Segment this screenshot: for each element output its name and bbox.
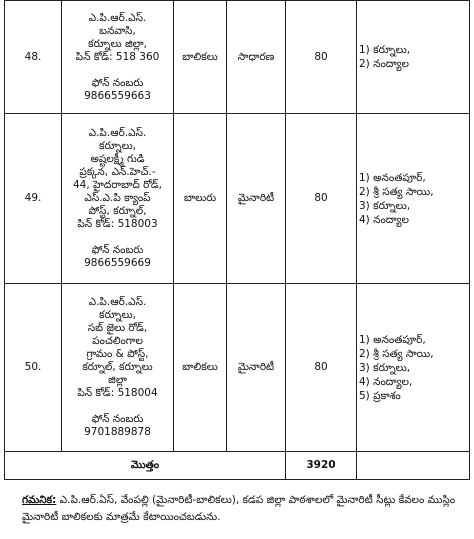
table-row	[5, 284, 470, 452]
spacer	[64, 231, 171, 244]
serial-number-cell: 49.	[5, 114, 62, 284]
phone-number: 9866559663	[84, 89, 151, 102]
total-label: మొత్తం	[5, 452, 286, 480]
address-line: ఎ.పి.ఆర్.ఎస్.	[88, 11, 147, 24]
district-item: 2) శ్రీ సత్య సాయి,	[359, 185, 434, 198]
category-cell: మైనారిటీ	[227, 284, 286, 452]
districts-list	[359, 43, 467, 71]
footnote-text: ఎ.పి.ఆర్.ఏస్, వేంపల్లి (మైనారిటీ-బాలికలు), కడప జిల్లా పాఠశాలలో మైనారిటీ సీట్లు కేవలం ముస్లిం మైనారిటీ బాలికలకు మాత్రమే కేటాయించబడును.	[22, 494, 456, 523]
address-line: కర్నూల్, కర్నూలు	[82, 361, 153, 373]
address-line: అష్టలక్ష్మీ గుడి	[90, 153, 145, 165]
serial-number-cell: 50.	[5, 284, 62, 452]
address-line: 44, హైదరాబాద్ రోడ్,	[73, 179, 162, 191]
address-line: పంచలింగాల	[92, 335, 143, 347]
address-line: పిన్ కోడ్: 518004	[77, 387, 158, 399]
seats-cell: 80	[286, 284, 357, 452]
total-empty-cell	[357, 452, 470, 480]
address-line: పోస్ట్, కర్నూల్,	[88, 205, 147, 217]
total-value: 3920	[286, 452, 357, 480]
address-line: కర్నూలు,	[99, 140, 136, 152]
districts-cell	[357, 114, 470, 284]
address-line: ప్రక్కన, ఎన్.హెచ్.-	[79, 166, 156, 178]
school-type-cell: బాలికలు	[174, 284, 227, 452]
category-cell: సాధారణ	[227, 1, 286, 114]
total-row	[5, 452, 470, 480]
address-line: బనవాసి,	[99, 24, 136, 37]
districts-cell	[357, 1, 470, 114]
districts-cell	[357, 284, 470, 452]
table-row	[5, 114, 470, 284]
address-line: సబ్ జైలు రోడ్,	[87, 322, 148, 334]
district-item: 1) అనంతపూర్,	[359, 171, 426, 184]
address-cell	[62, 1, 174, 114]
address-line: ఎ.పి.ఆర్.ఎస్.	[88, 296, 147, 308]
seats-cell: 80	[286, 1, 357, 114]
districts-list	[359, 171, 467, 227]
district-item: 4) నంద్యాల	[359, 213, 409, 226]
serial-number-cell: 48.	[5, 1, 62, 114]
district-item: 1) అనంతపూర్,	[359, 333, 426, 346]
phone-number: 9866559669	[84, 257, 151, 269]
spacer	[64, 64, 171, 77]
school-type-cell: బాలురు	[174, 114, 227, 284]
table-row	[5, 1, 470, 114]
footnote	[22, 492, 462, 526]
phone-number: 9701889878	[84, 426, 151, 438]
address-line: జిల్లా	[108, 374, 127, 386]
district-item: 3) కర్నూలు,	[359, 199, 411, 212]
address-line: పిన్ కోడ్: 518003	[77, 218, 158, 230]
address-line: పిన్ కోడ్: 518 360	[75, 50, 160, 63]
phone-label: ఫోన్ నంబరు	[91, 413, 144, 425]
district-item: 1) కర్నూలు,	[359, 44, 411, 56]
school-type-cell: బాలికలు	[174, 1, 227, 114]
spacer	[64, 400, 171, 413]
address-cell	[62, 284, 174, 452]
phone-label: ఫోన్ నంబరు	[91, 76, 144, 89]
address-line: గ్రామం & పోస్ట్,	[86, 348, 149, 360]
address-cell	[62, 114, 174, 284]
seats-cell: 80	[286, 114, 357, 284]
category-cell: మైనారిటీ	[227, 114, 286, 284]
district-item: 2) నంద్యాల	[359, 58, 409, 70]
districts-list	[359, 333, 467, 403]
district-item: 4) నంద్యాల,	[359, 375, 413, 388]
footnote-label: గమనిక:	[22, 494, 57, 506]
schools-table	[4, 0, 470, 480]
address-line: ఎస్.ఎ.పి క్యాంప్	[84, 192, 151, 204]
address-line: కర్నూలు,	[99, 309, 136, 321]
address-line: కర్నూలు జిల్లా,	[88, 37, 147, 50]
address-line: ఎ.పి.ఆర్.ఎస్.	[88, 127, 147, 139]
phone-label: ఫోన్ నంబరు	[91, 244, 144, 256]
district-item: 2) శ్రీ సత్య సాయి,	[359, 347, 434, 360]
district-item: 5) ప్రకాశం	[359, 389, 401, 402]
district-item: 3) కర్నూలు,	[359, 361, 411, 374]
